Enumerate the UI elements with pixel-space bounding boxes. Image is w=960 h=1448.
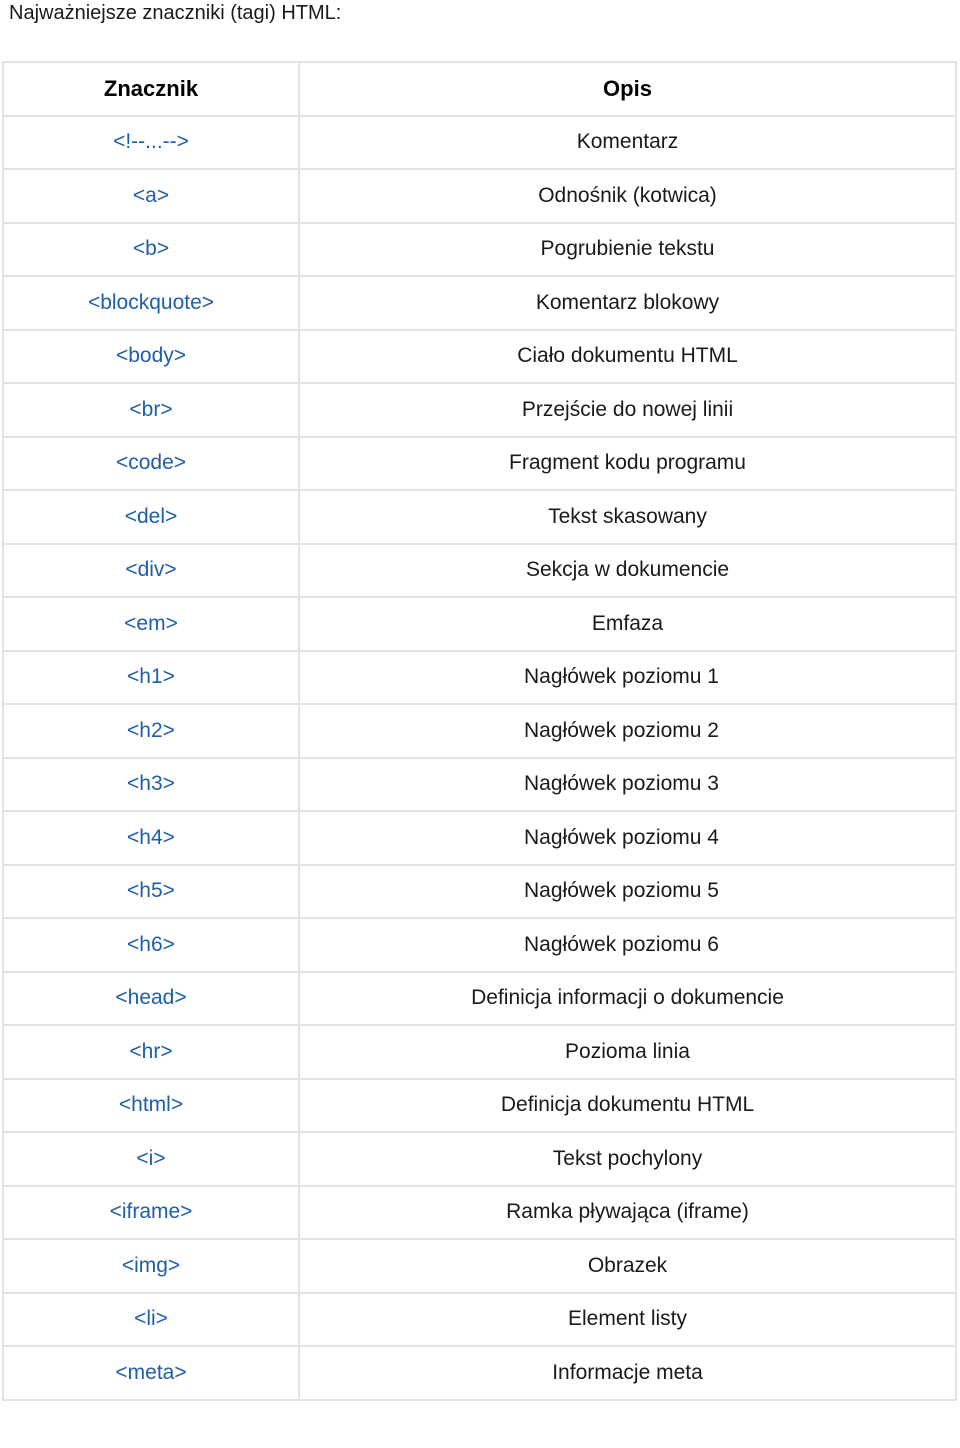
table-row — [3, 544, 956, 598]
tag-cell: <div> — [3, 544, 299, 598]
tag-cell: <head> — [3, 972, 299, 1026]
table-header-row — [3, 62, 956, 116]
table-row — [3, 651, 956, 705]
tag-cell: <body> — [3, 330, 299, 384]
description-cell: Definicja informacji o dokumencie — [299, 972, 956, 1026]
tag-cell: <!--...--> — [3, 116, 299, 170]
tag-cell: <li> — [3, 1293, 299, 1347]
tag-cell: <blockquote> — [3, 276, 299, 330]
table-row — [3, 276, 956, 330]
description-cell: Sekcja w dokumencie — [299, 544, 956, 598]
table-row — [3, 597, 956, 651]
table-row — [3, 1025, 956, 1079]
description-cell: Pozioma linia — [299, 1025, 956, 1079]
description-cell: Obrazek — [299, 1239, 956, 1293]
tag-cell: <h1> — [3, 651, 299, 705]
tag-cell: <html> — [3, 1079, 299, 1133]
tag-cell: <b> — [3, 223, 299, 277]
description-cell: Nagłówek poziomu 5 — [299, 865, 956, 919]
description-cell: Nagłówek poziomu 4 — [299, 811, 956, 865]
table-row — [3, 169, 956, 223]
tag-cell: <h2> — [3, 704, 299, 758]
tag-cell: <meta> — [3, 1346, 299, 1400]
description-cell: Informacje meta — [299, 1346, 956, 1400]
tag-cell: <iframe> — [3, 1186, 299, 1240]
header-tag: Znacznik — [3, 62, 299, 116]
header-description: Opis — [299, 62, 956, 116]
table-row — [3, 704, 956, 758]
description-cell: Pogrubienie tekstu — [299, 223, 956, 277]
table-row — [3, 1346, 956, 1400]
table-row — [3, 383, 956, 437]
table-row — [3, 223, 956, 277]
table-row — [3, 918, 956, 972]
description-cell: Nagłówek poziomu 6 — [299, 918, 956, 972]
table-row — [3, 116, 956, 170]
description-cell: Komentarz — [299, 116, 956, 170]
description-cell: Element listy — [299, 1293, 956, 1347]
table-row — [3, 1293, 956, 1347]
table-row — [3, 1186, 956, 1240]
table-body — [3, 116, 956, 1400]
description-cell: Nagłówek poziomu 1 — [299, 651, 956, 705]
page-title: Najważniejsze znaczniki (tagi) HTML: — [9, 2, 342, 24]
tag-cell: <h6> — [3, 918, 299, 972]
tag-cell: <br> — [3, 383, 299, 437]
description-cell: Ciało dokumentu HTML — [299, 330, 956, 384]
table-row — [3, 437, 956, 491]
tag-cell: <em> — [3, 597, 299, 651]
description-cell: Definicja dokumentu HTML — [299, 1079, 956, 1133]
table-row — [3, 1132, 956, 1186]
description-cell: Przejście do nowej linii — [299, 383, 956, 437]
table-row — [3, 330, 956, 384]
tag-cell: <i> — [3, 1132, 299, 1186]
table-row — [3, 865, 956, 919]
description-cell: Fragment kodu programu — [299, 437, 956, 491]
description-cell: Nagłówek poziomu 3 — [299, 758, 956, 812]
tag-cell: <code> — [3, 437, 299, 491]
tag-cell: <img> — [3, 1239, 299, 1293]
tag-cell: <h3> — [3, 758, 299, 812]
table-row — [3, 490, 956, 544]
description-cell: Komentarz blokowy — [299, 276, 956, 330]
tag-cell: <h4> — [3, 811, 299, 865]
table-row — [3, 811, 956, 865]
description-cell: Tekst pochylony — [299, 1132, 956, 1186]
tag-cell: <del> — [3, 490, 299, 544]
table-row — [3, 972, 956, 1026]
description-cell: Emfaza — [299, 597, 956, 651]
table-row — [3, 1239, 956, 1293]
tag-cell: <hr> — [3, 1025, 299, 1079]
description-cell: Ramka pływająca (iframe) — [299, 1186, 956, 1240]
tag-cell: <a> — [3, 169, 299, 223]
description-cell: Nagłówek poziomu 2 — [299, 704, 956, 758]
tag-cell: <h5> — [3, 865, 299, 919]
description-cell: Odnośnik (kotwica) — [299, 169, 956, 223]
table-row — [3, 1079, 956, 1133]
table-row — [3, 758, 956, 812]
description-cell: Tekst skasowany — [299, 490, 956, 544]
html-tags-table — [2, 61, 957, 1401]
